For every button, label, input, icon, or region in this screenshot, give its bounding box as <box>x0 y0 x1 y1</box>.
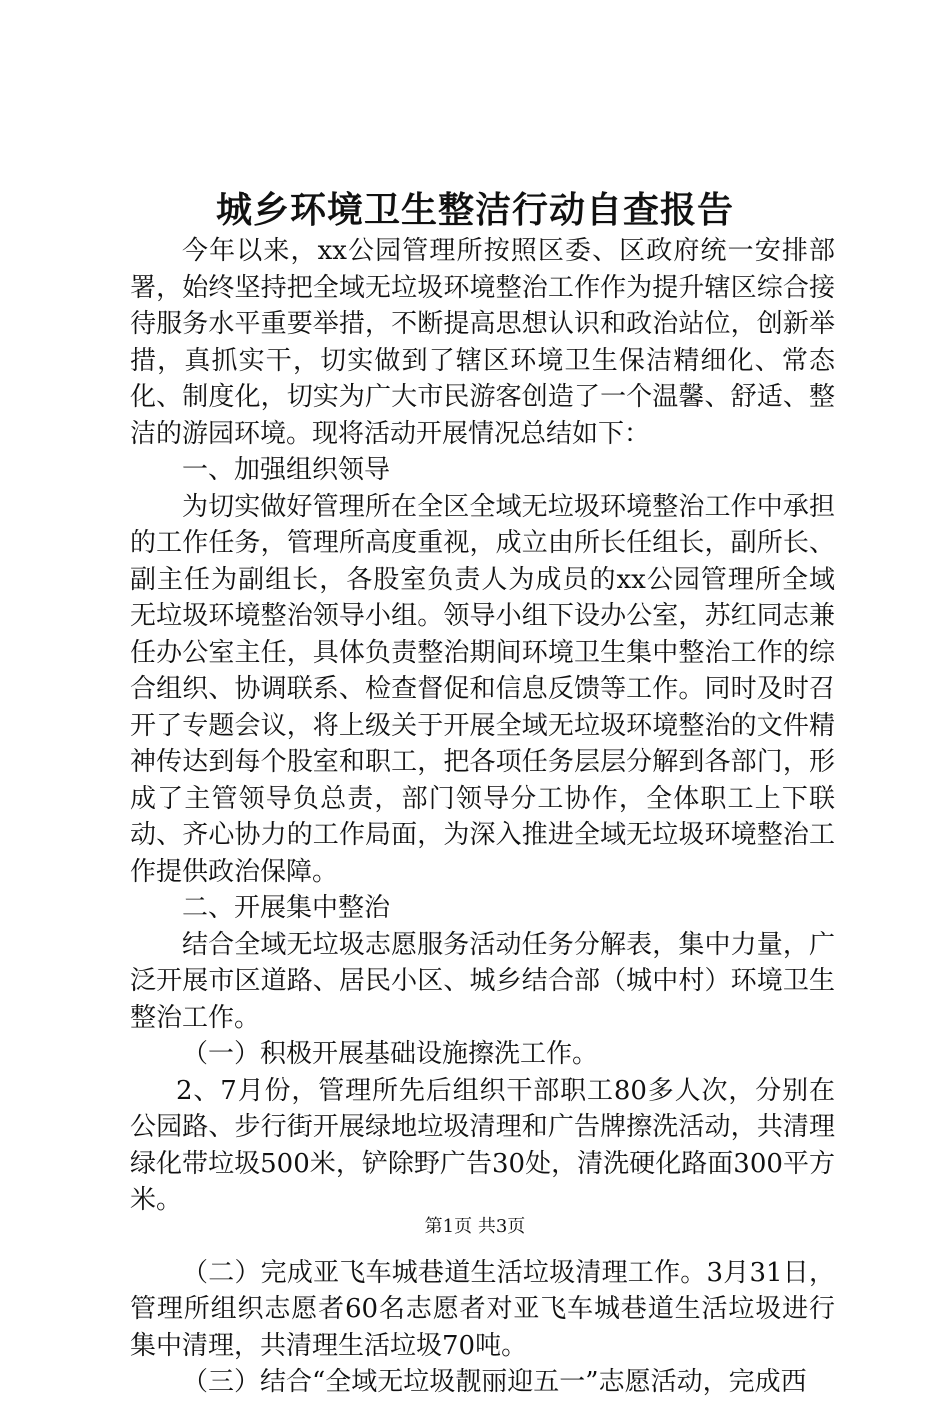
section-heading-1: 一、加强组织领导 <box>182 455 391 485</box>
subsection-2-paragraph: （二）完成亚飞车城巷道生活垃圾清理工作。3月31日，管理所组织志愿者60名志愿者对亚飞车城巷道生活垃圾进行集中清理，共清理生活垃圾70吨。 <box>130 1257 835 1361</box>
section-heading-2: 二、开展集中整治 <box>182 893 391 923</box>
subsection-3-paragraph: （三）结合“全域无垃圾靓丽迎五一”志愿活动，完成西 <box>182 1367 807 1397</box>
subsection-1-paragraph: 2、7月份，管理所先后组织干部职工80多人次，分别在公园路、步行街开展绿地垃圾清理和广告牌擦洗活动，共清理绿化带垃圾500米，铲除野广告30处，清洗硬化路面300平方米。 <box>130 1075 835 1215</box>
subsection-heading-1: （一）积极开展基础设施擦洗工作。 <box>182 1039 599 1069</box>
page-footer: 第1页 共3页 <box>424 1216 526 1237</box>
section-1-paragraph: 为切实做好管理所在全区全域无垃圾环境整治工作中承担的工作任务，管理所高度重视，成立由所长任组长，副所长、副主任为副组长，各股室负责人为成员的xx公园管理所全域无垃圾环境整治领导小组。领导小组下设办公室，苏红同志兼任办公室主任，具体负责整治期间环境卫生集中整治工作的综合组织、协调联系、检查督促和信息反馈等工作。同时及时召开了专题会议，将上级关于开展全域无垃圾环境整治的文件精神传达到每个股室和职工，把各项任务层层分解到各部门，形成了主管领导负总责，部门领导分工协作，全体职工上下联动、齐心协力的工作局面，为深入推进全域无垃圾环境整治工作提供政治保障。 <box>130 491 835 887</box>
intro-paragraph: 今年以来，xx公园管理所按照区委、区政府统一安排部署，始终坚持把全域无垃圾环境整治工作作为提升辖区综合接待服务水平重要举措，不断提高思想认识和政治站位，创新举措，真抓实干，切实做到了辖区环境卫生保洁精细化、常态化、制度化，切实为广大市民游客创造了一个温馨、舒适、整洁的游园环境。现将活动开展情况总结如下： <box>130 236 835 449</box>
document-title: 城乡环境卫生整洁行动自查报告 <box>215 189 734 231</box>
section-2-paragraph: 结合全域无垃圾志愿服务活动任务分解表，集中力量，广泛开展市区道路、居民小区、城乡结合部（城中村）环境卫生整治工作。 <box>130 929 835 1033</box>
